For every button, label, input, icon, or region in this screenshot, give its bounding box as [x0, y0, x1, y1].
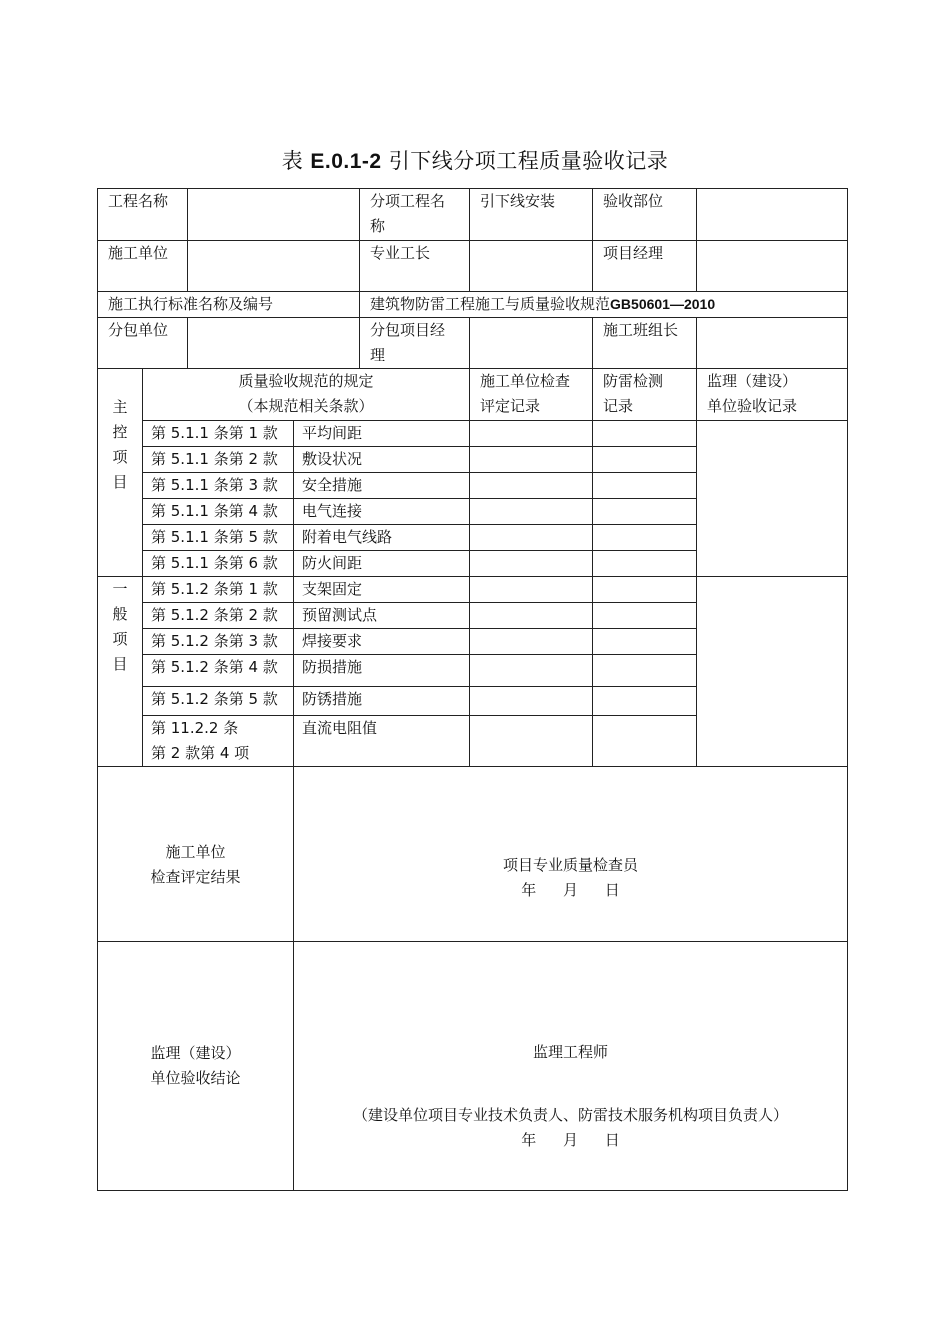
lightning-column-header: 防雷检测 记录 [593, 369, 697, 421]
check-record-cell[interactable] [470, 447, 593, 473]
item-name-cell: 附着电气线路 [294, 525, 470, 551]
supervision-record-cell[interactable] [697, 421, 848, 577]
standard-value-code: GB50601—2010 [610, 296, 716, 312]
supervision-result-label: 监理（建设） 单位验收结论 [98, 942, 294, 1191]
header-row-4 [98, 318, 848, 369]
item-name-cell: 平均间距 [294, 421, 470, 447]
construction-unit-label: 施工单位 [98, 241, 188, 292]
clause-cell: 第 5.1.1 条第 1 款 [143, 421, 294, 447]
title-text: 引下线分项工程质量验收记录 [388, 149, 669, 173]
table-row [98, 577, 848, 603]
construction-result-row [98, 767, 848, 942]
project-name-field[interactable] [188, 189, 360, 241]
check-column-header: 施工单位检查 评定记录 [470, 369, 593, 421]
construction-signer-label: 项目专业质量检查员 [503, 856, 639, 874]
clause-cell: 第 5.1.1 条第 6 款 [143, 551, 294, 577]
construction-date-label: 年 月 日 [521, 881, 620, 899]
item-name-cell: 支架固定 [294, 577, 470, 603]
lightning-record-cell[interactable] [593, 525, 697, 551]
team-leader-field[interactable] [697, 318, 848, 369]
acceptance-part-label: 验收部位 [593, 189, 697, 241]
check-record-cell[interactable] [470, 551, 593, 577]
supervision-result-row [98, 942, 848, 1191]
header-row-1 [98, 189, 848, 241]
item-name-cell: 直流电阻值 [294, 716, 470, 767]
check-record-cell[interactable] [470, 473, 593, 499]
lightning-record-cell[interactable] [593, 687, 697, 716]
foreman-field[interactable] [470, 241, 593, 292]
item-name-cell: 焊接要求 [294, 629, 470, 655]
subcontract-manager-label: 分包项目经理 [360, 318, 470, 369]
clause-cell: 第 5.1.1 条第 2 款 [143, 447, 294, 473]
check-record-cell[interactable] [470, 421, 593, 447]
item-name-cell: 预留测试点 [294, 603, 470, 629]
check-record-cell[interactable] [470, 687, 593, 716]
clause-cell: 第 5.1.1 条第 5 款 [143, 525, 294, 551]
lightning-record-cell[interactable] [593, 421, 697, 447]
check-record-cell[interactable] [470, 629, 593, 655]
check-record-cell[interactable] [470, 603, 593, 629]
supervision-column-header: 监理（建设） 单位验收记录 [697, 369, 848, 421]
item-name-cell: 防锈措施 [294, 687, 470, 716]
lightning-record-cell[interactable] [593, 716, 697, 767]
lightning-record-cell[interactable] [593, 447, 697, 473]
clause-cell: 第 5.1.2 条第 1 款 [143, 577, 294, 603]
standard-label: 施工执行标准名称及编号 [98, 292, 360, 318]
lightning-record-cell[interactable] [593, 473, 697, 499]
clause-cell: 第 5.1.2 条第 3 款 [143, 629, 294, 655]
title-prefix: 表 [281, 149, 304, 173]
clause-cell: 第 5.1.2 条第 5 款 [143, 687, 294, 716]
check-record-cell[interactable] [470, 716, 593, 767]
clause-cell: 第 5.1.2 条第 4 款 [143, 655, 294, 687]
spec-column-header: 质量验收规范的规定 （本规范相关条款） [143, 369, 470, 421]
item-name-cell: 防损措施 [294, 655, 470, 687]
supervision-note: （建设单位项目专业技术负责人、防雷技术服务机构项目负责人） [353, 1106, 789, 1124]
main-section-label: 主控项目 [98, 369, 143, 577]
column-header-row [98, 369, 848, 421]
page-title [0, 145, 950, 175]
table-row [98, 421, 848, 447]
foreman-label: 专业工长 [360, 241, 470, 292]
acceptance-part-field[interactable] [697, 189, 848, 241]
construction-result-signature[interactable] [294, 767, 848, 942]
lightning-record-cell[interactable] [593, 551, 697, 577]
supervision-result-signature[interactable] [294, 942, 848, 1191]
supervision-record-cell[interactable] [697, 577, 848, 767]
subcontractor-label: 分包单位 [98, 318, 188, 369]
item-name-cell: 安全措施 [294, 473, 470, 499]
construction-result-label: 施工单位 检查评定结果 [98, 767, 294, 942]
title-code: E.0.1-2 [310, 150, 382, 173]
acceptance-record-table [97, 188, 848, 1191]
check-record-cell[interactable] [470, 577, 593, 603]
project-name-label: 工程名称 [98, 189, 188, 241]
lightning-record-cell[interactable] [593, 499, 697, 525]
project-manager-field[interactable] [697, 241, 848, 292]
item-name-cell: 电气连接 [294, 499, 470, 525]
item-name-cell: 防火间距 [294, 551, 470, 577]
clause-cell: 第 5.1.1 条第 4 款 [143, 499, 294, 525]
clause-cell: 第 11.2.2 条 第 2 款第 4 项 [143, 716, 294, 767]
supervision-signer-label: 监理工程师 [533, 1043, 609, 1061]
team-leader-label: 施工班组长 [593, 318, 697, 369]
lightning-record-cell[interactable] [593, 655, 697, 687]
clause-cell: 第 5.1.1 条第 3 款 [143, 473, 294, 499]
header-row-2 [98, 241, 848, 292]
clause-cell: 第 5.1.2 条第 2 款 [143, 603, 294, 629]
construction-unit-field[interactable] [188, 241, 360, 292]
subitem-name-value: 引下线安装 [470, 189, 593, 241]
project-manager-label: 项目经理 [593, 241, 697, 292]
item-name-cell: 敷设状况 [294, 447, 470, 473]
standard-value [360, 292, 848, 318]
lightning-record-cell[interactable] [593, 629, 697, 655]
check-record-cell[interactable] [470, 525, 593, 551]
lightning-record-cell[interactable] [593, 577, 697, 603]
general-section-label: 一般项目 [98, 577, 143, 767]
lightning-record-cell[interactable] [593, 603, 697, 629]
supervision-date-label: 年 月 日 [521, 1131, 620, 1149]
subcontract-manager-field[interactable] [470, 318, 593, 369]
check-record-cell[interactable] [470, 499, 593, 525]
check-record-cell[interactable] [470, 655, 593, 687]
subitem-name-label: 分项工程名称 [360, 189, 470, 241]
standard-value-text: 建筑物防雷工程施工与质量验收规范 [370, 295, 611, 313]
subcontractor-field[interactable] [188, 318, 360, 369]
header-row-3 [98, 292, 848, 318]
